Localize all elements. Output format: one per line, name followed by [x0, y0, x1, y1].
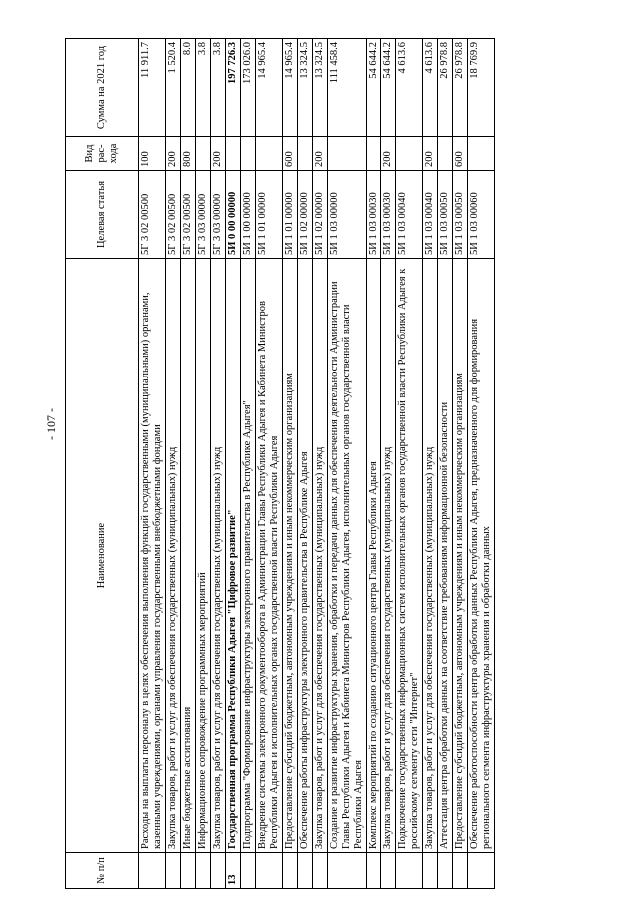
cell-sum: 13 324.5 — [297, 39, 312, 137]
cell-target-article: 5И 1 01 00000 — [255, 171, 282, 259]
header-target-article: Целевая статья — [66, 171, 139, 259]
cell-target-article: 5Г 3 03 00000 — [210, 171, 225, 259]
cell-expense-type — [468, 137, 495, 171]
table-row — [312, 39, 327, 889]
budget-table — [65, 38, 495, 889]
cell-name: Закупка товаров, работ и услуг для обеспечения государственных (муниципальных) нужд — [381, 259, 396, 853]
cell-target-article: 5Г 3 02 00500 — [165, 171, 180, 259]
cell-name: Аттестация центра обработки данных на соответствие требованиям информационной безопасности — [438, 259, 453, 853]
cell-sum: 18 769.9 — [468, 39, 495, 137]
table-row — [210, 39, 225, 889]
table-row — [297, 39, 312, 889]
cell-expense-type — [225, 137, 240, 171]
cell-expense-type — [327, 137, 366, 171]
cell-expense-type: 200 — [165, 137, 180, 171]
cell-number — [468, 853, 495, 889]
cell-expense-type: 800 — [180, 137, 195, 171]
cell-sum: 54 644.2 — [366, 39, 381, 137]
cell-target-article: 5И 1 03 00030 — [366, 171, 381, 259]
cell-name: Обеспечение работоспособности центра обработки данных Республики Адыгея, предназначенного для формирования регионального сегмента инфраструктуры хранения и обработки данных — [468, 259, 495, 853]
cell-number — [438, 853, 453, 889]
cell-expense-type — [195, 137, 210, 171]
header-sum-2021: Сумма на 2021 год — [66, 39, 139, 137]
cell-expense-type: 600 — [453, 137, 468, 171]
cell-name: Закупка товаров, работ и услуг для обеспечения государственных (муниципальных) нужд — [210, 259, 225, 853]
cell-name: Подпрограмма "Формирование инфраструктуры электронного правительства в Республике Адыгея" — [240, 259, 255, 853]
cell-sum: 26 978.8 — [453, 39, 468, 137]
cell-sum: 111 458.4 — [327, 39, 366, 137]
table-row — [381, 39, 396, 889]
table-body — [139, 39, 495, 889]
cell-expense-type — [240, 137, 255, 171]
cell-name: Создание и развитие инфраструктуры хранения, обработки и передачи данных для обеспечения деятельности Администрации Главы Республики Адыгея и Кабинета Министров Республики Адыгея, исполнительных органов государственной власти Республики Адыгея — [327, 259, 366, 853]
cell-sum: 8.0 — [180, 39, 195, 137]
table-header — [66, 39, 139, 889]
cell-target-article: 5Г 3 03 00000 — [195, 171, 210, 259]
cell-sum: 13 324.5 — [312, 39, 327, 137]
cell-name: Предоставление субсидий бюджетным, автономным учреждениям и иным некоммерческим организациям — [453, 259, 468, 853]
table-row — [180, 39, 195, 889]
cell-sum: 4 613.6 — [423, 39, 438, 137]
cell-number — [366, 853, 381, 889]
cell-number — [396, 853, 423, 889]
cell-number — [165, 853, 180, 889]
cell-sum: 4 613.6 — [396, 39, 423, 137]
cell-expense-type — [438, 137, 453, 171]
header-expense-type: Вид рас-хода — [66, 137, 139, 171]
table-row — [240, 39, 255, 889]
cell-sum: 173 026.0 — [240, 39, 255, 137]
cell-expense-type: 200 — [312, 137, 327, 171]
cell-target-article: 5Г 3 02 00500 — [139, 171, 166, 259]
cell-target-article: 5И 1 03 00030 — [381, 171, 396, 259]
cell-target-article: 5Г 3 02 00500 — [180, 171, 195, 259]
cell-number — [255, 853, 282, 889]
cell-name: Государственная программа Республики Адыгея "Цифровое развитие" — [225, 259, 240, 853]
cell-name: Расходы на выплаты персоналу в целях обеспечения выполнения функций государственными (муниципальными) органами, казенными учреждениями, органами управления государственными внебюджетными фондами — [139, 259, 166, 853]
cell-expense-type — [366, 137, 381, 171]
cell-name: Иные бюджетные ассигнования — [180, 259, 195, 853]
cell-number — [195, 853, 210, 889]
cell-expense-type: 200 — [381, 137, 396, 171]
cell-sum: 3.8 — [210, 39, 225, 137]
table-row — [255, 39, 282, 889]
table-row — [165, 39, 180, 889]
cell-sum: 3.8 — [195, 39, 210, 137]
cell-number — [240, 853, 255, 889]
cell-target-article: 5И 1 03 00040 — [396, 171, 423, 259]
table-row — [327, 39, 366, 889]
cell-name: Информационное сопровождение программных мероприятий — [195, 259, 210, 853]
cell-sum: 11 911.7 — [139, 39, 166, 137]
cell-expense-type — [297, 137, 312, 171]
table-row — [366, 39, 381, 889]
cell-expense-type: 200 — [423, 137, 438, 171]
cell-expense-type: 100 — [139, 137, 166, 171]
cell-number — [282, 853, 297, 889]
table-row — [396, 39, 423, 889]
cell-number — [312, 853, 327, 889]
rotated-page-content — [65, 39, 560, 889]
cell-number — [297, 853, 312, 889]
cell-target-article: 5И 1 00 00000 — [240, 171, 255, 259]
cell-target-article: 5И 1 03 00040 — [423, 171, 438, 259]
cell-number — [139, 853, 166, 889]
cell-sum: 14 965.4 — [282, 39, 297, 137]
cell-expense-type — [396, 137, 423, 171]
cell-name: Внедрение системы электронного документооборота в Администрации Главы Республики Адыгея и Кабинета Министров Республики Адыгея и исполнительных органах государственной власти Республики Адыгея — [255, 259, 282, 853]
cell-number — [327, 853, 366, 889]
cell-sum: 1 520.4 — [165, 39, 180, 137]
cell-number — [210, 853, 225, 889]
cell-target-article: 5И 1 02 00000 — [312, 171, 327, 259]
cell-target-article: 5И 1 02 00000 — [297, 171, 312, 259]
table-row — [468, 39, 495, 889]
cell-number — [381, 853, 396, 889]
cell-target-article: 5И 1 03 00050 — [438, 171, 453, 259]
cell-expense-type — [255, 137, 282, 171]
table-row — [195, 39, 210, 889]
cell-number: 13 — [225, 853, 240, 889]
cell-target-article: 5И 1 03 00050 — [453, 171, 468, 259]
cell-sum: 197 726.3 — [225, 39, 240, 137]
cell-number — [180, 853, 195, 889]
cell-name: Закупка товаров, работ и услуг для обеспечения государственных (муниципальных) нужд — [165, 259, 180, 853]
cell-target-article: 5И 1 03 00060 — [468, 171, 495, 259]
table-row — [423, 39, 438, 889]
cell-name: Предоставление субсидий бюджетным, автономным учреждениям и иным некоммерческим организациям — [282, 259, 297, 853]
cell-number — [453, 853, 468, 889]
cell-target-article: 5И 1 01 00000 — [282, 171, 297, 259]
cell-sum: 26 978.8 — [438, 39, 453, 137]
cell-name: Подключение государственных информационных систем исполнительных органов государственной власти Республики Адыгея к российскому сегменту сети "Интернет" — [396, 259, 423, 853]
table-row — [438, 39, 453, 889]
cell-sum: 14 965.4 — [255, 39, 282, 137]
cell-expense-type: 600 — [282, 137, 297, 171]
cell-target-article: 5И 0 00 00000 — [225, 171, 240, 259]
cell-number — [423, 853, 438, 889]
page-number: - 107 - — [44, 408, 58, 440]
cell-expense-type: 200 — [210, 137, 225, 171]
table-row — [139, 39, 166, 889]
cell-name: Закупка товаров, работ и услуг для обеспечения государственных (муниципальных) нужд — [423, 259, 438, 853]
table-row — [282, 39, 297, 889]
cell-name: Обеспечение работы инфраструктуры электронного правительства в Республике Адыгея — [297, 259, 312, 853]
cell-sum: 54 644.2 — [381, 39, 396, 137]
header-number: № п/п — [66, 853, 139, 889]
table-row — [453, 39, 468, 889]
header-name: Наименование — [66, 259, 139, 853]
table-row — [225, 39, 240, 889]
cell-name: Комплекс мероприятий по созданию ситуационного центра Главы Республики Адыгея — [366, 259, 381, 853]
cell-target-article: 5И 1 03 00000 — [327, 171, 366, 259]
cell-name: Закупка товаров, работ и услуг для обеспечения государственных (муниципальных) нужд — [312, 259, 327, 853]
